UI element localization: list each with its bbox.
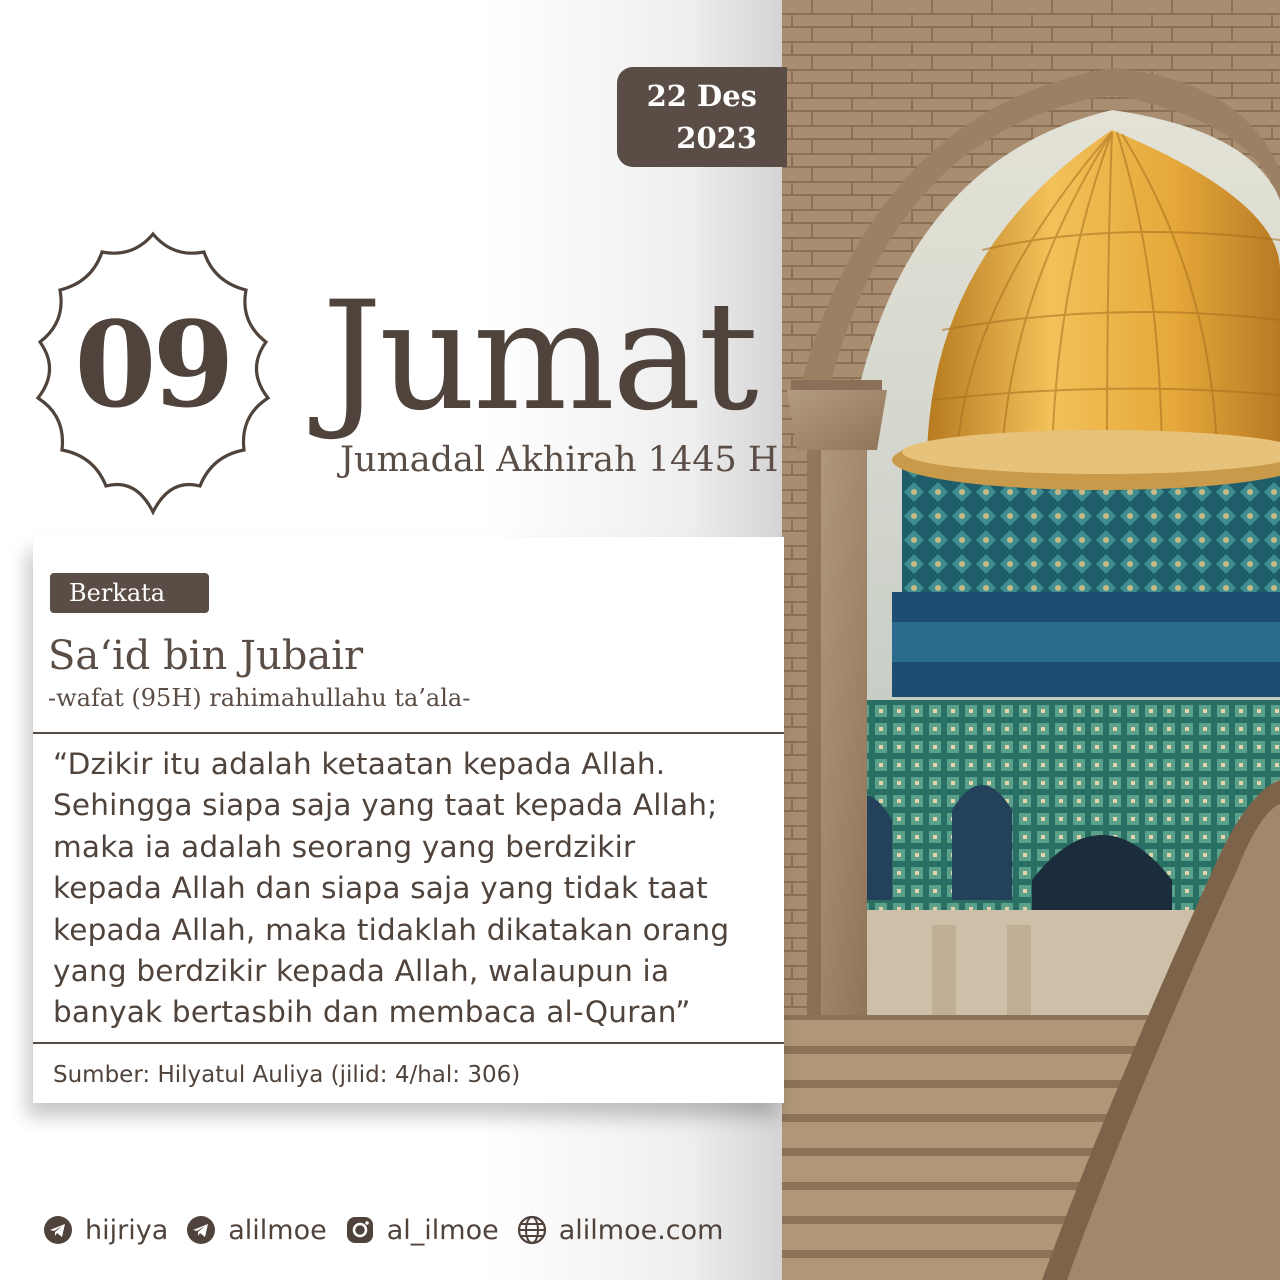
telegram-link-alilmoe[interactable] bbox=[186, 1215, 326, 1246]
quote-line: kepada Allah, maka tidaklah dikatakan orang bbox=[53, 912, 730, 947]
quote-line: kepada Allah dan siapa saja yang tidak taat bbox=[53, 871, 708, 906]
telegram-link-hijriya[interactable] bbox=[43, 1215, 168, 1246]
quote-line: banyak bertasbih dan membaca al-Quran” bbox=[53, 995, 691, 1030]
quote-line: maka ia adalah seorang yang berdzikir bbox=[53, 829, 636, 864]
telegram-icon bbox=[186, 1215, 216, 1245]
quote-line: Sehingga siapa saja yang taat kepada Allah; bbox=[53, 788, 718, 823]
dome-of-the-rock-photo bbox=[782, 0, 1280, 1280]
social-label: al_ilmoe bbox=[386, 1214, 499, 1246]
social-label: alilmoe bbox=[228, 1214, 327, 1246]
hijri-date: Jumadal Akhirah 1445 H bbox=[340, 440, 779, 480]
social-label: hijriya bbox=[85, 1214, 169, 1246]
gregorian-year: 2023 bbox=[676, 121, 757, 155]
social-label: alilmoe.com bbox=[558, 1214, 724, 1246]
quote-text bbox=[53, 744, 773, 1034]
globe-icon bbox=[517, 1215, 547, 1245]
divider bbox=[33, 732, 784, 734]
day-name: Jumat bbox=[322, 270, 756, 444]
source-citation: Sumber: Hilyatul Auliya (jilid: 4/hal: 306) bbox=[53, 1062, 521, 1088]
instagram-link[interactable] bbox=[345, 1215, 499, 1246]
quote-line: “Dzikir itu adalah ketaatan kepada Allah. bbox=[53, 747, 666, 781]
gregorian-day-month: 22 Des bbox=[646, 79, 757, 113]
day-number: 09 bbox=[74, 295, 231, 434]
author-name: Sa‘id bin Jubair bbox=[48, 633, 364, 679]
divider bbox=[33, 1042, 784, 1044]
telegram-icon bbox=[43, 1215, 73, 1245]
speaker-badge: Berkata bbox=[50, 573, 209, 613]
website-link[interactable] bbox=[517, 1215, 724, 1246]
instagram-icon bbox=[345, 1215, 375, 1245]
social-footer bbox=[43, 1206, 741, 1254]
date-badge bbox=[617, 67, 787, 167]
author-note: -wafat (95H) rahimahullahu ta’ala- bbox=[48, 684, 471, 712]
quote-line: yang berdzikir kepada Allah, walaupun ia bbox=[53, 954, 670, 989]
